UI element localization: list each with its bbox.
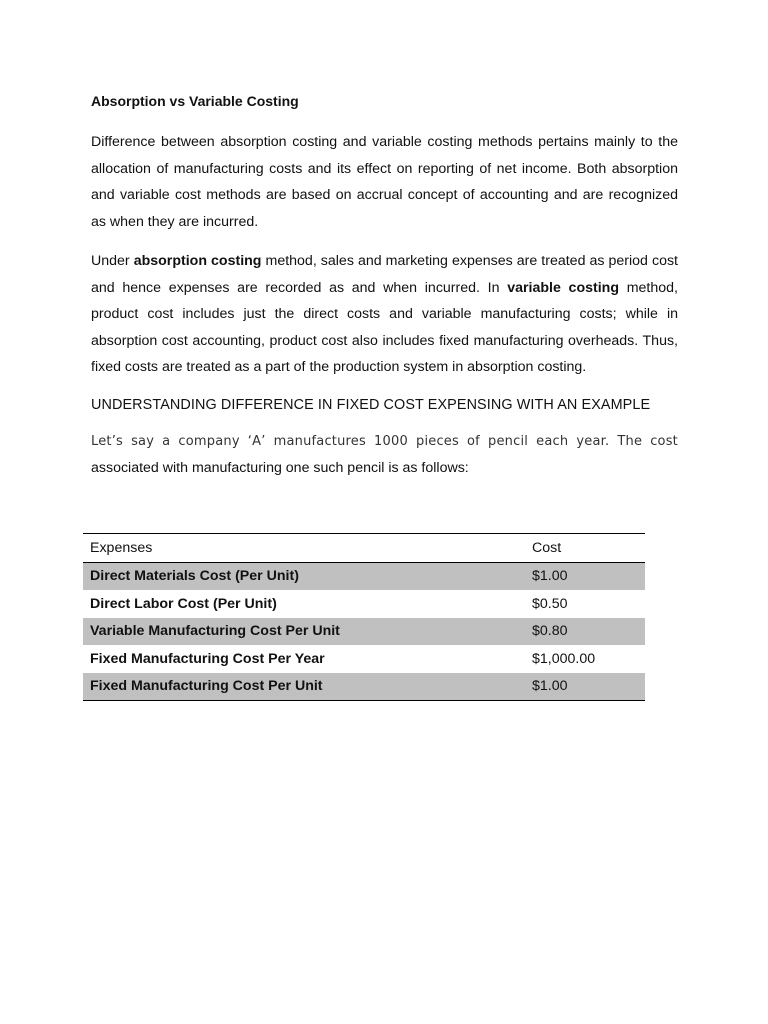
- paragraph-methods: [91, 248, 678, 381]
- cost-cell: $0.50: [532, 595, 568, 612]
- section-heading: UNDERSTANDING DIFFERENCE IN FIXED COST EXPENSING WITH AN EXAMPLE: [91, 396, 651, 413]
- example-line-1: Let’s say a company ‘A’ manufactures 1000 pieces of pencil each year. The cost: [91, 433, 678, 449]
- example-line-2: associated with manufacturing one such pencil is as follows:: [91, 460, 469, 476]
- cost-table: [83, 533, 645, 701]
- header-cost: Cost: [532, 539, 562, 556]
- table-header-row: [83, 534, 645, 563]
- paragraph-methods-text: method, sales and marketing expenses are treated as period cost and hence expenses are recorded as and when incurred. In: [91, 253, 678, 296]
- term-variable-costing: variable costing: [507, 279, 620, 296]
- expense-cell: Fixed Manufacturing Cost Per Unit: [90, 678, 323, 695]
- document-page: [91, 90, 678, 498]
- document-title: Absorption vs Variable Costing: [91, 93, 299, 109]
- table-row: [83, 673, 645, 701]
- header-expenses: Expenses: [90, 539, 153, 556]
- table-row: [83, 562, 645, 590]
- paragraph-example: [91, 428, 678, 482]
- expense-cell: Direct Labor Cost (Per Unit): [90, 595, 277, 612]
- expense-cell: Fixed Manufacturing Cost Per Year: [90, 650, 325, 667]
- table-row: [83, 618, 645, 646]
- table-row: [83, 590, 645, 618]
- cost-cell: $1.00: [532, 678, 568, 695]
- expense-cell: Variable Manufacturing Cost Per Unit: [90, 623, 340, 640]
- term-absorption-costing: absorption costing: [133, 253, 262, 269]
- cost-cell: $1.00: [532, 568, 568, 585]
- paragraph-methods-text: Under: [91, 253, 134, 269]
- paragraph-intro: Difference between absorption costing and variable costing methods pertains mainly to the allocation of manufacturing costs and its effect on reporting of net income. Both absorption and variable cost methods are based on accrual concept of accounting and are recognized as when they are incurred.: [91, 134, 678, 230]
- expense-cell: Direct Materials Cost (Per Unit): [90, 568, 299, 585]
- table-row: [83, 645, 645, 673]
- cost-cell: $1,000.00: [532, 650, 596, 667]
- paragraph-methods-text: method, product cost includes just the direct costs and variable manufacturing costs; while in absorption cost accounting, product cost also includes fixed manufacturing overheads. Thus, fixed costs are treated as a part of the production system in absorption costing.: [91, 279, 678, 375]
- cost-cell: $0.80: [532, 623, 568, 640]
